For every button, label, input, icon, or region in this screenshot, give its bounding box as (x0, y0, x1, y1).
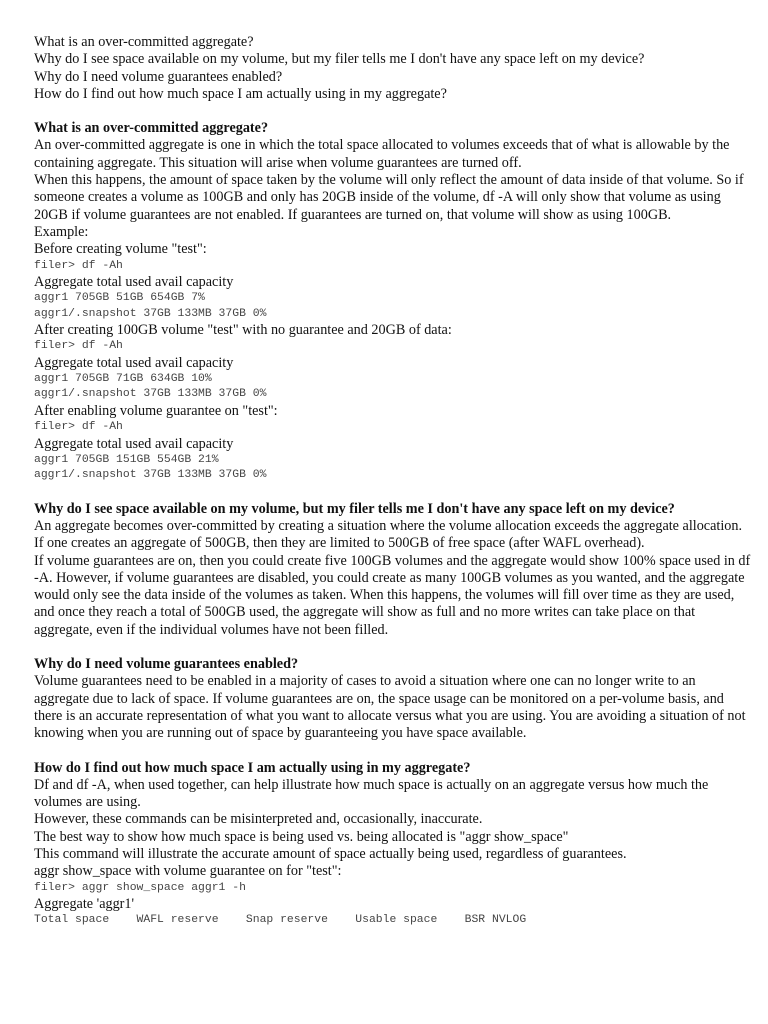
section-space-available (34, 501, 754, 639)
table-header-line: Aggregate total used avail capacity (34, 435, 234, 452)
intro-question-list (34, 34, 754, 103)
intro-question: What is an over-committed aggregate? (34, 34, 254, 50)
intro-question: Why do I see space available on my volume, but my filer tells me I don't have any space left on my device? (34, 51, 645, 68)
table-header-line: Aggregate total used avail capacity (34, 273, 234, 290)
command-line: filer> df -Ah (34, 421, 123, 434)
command-line: filer> df -Ah (34, 259, 123, 272)
step-label: Before creating volume "test": (34, 241, 207, 258)
aggregate-label: Aggregate 'aggr1' (34, 896, 135, 913)
document-page (34, 34, 754, 929)
intro-question: Why do I need volume guarantees enabled? (34, 68, 283, 85)
paragraph: This command will illustrate the accurate amount of space actually being used, regardless of guarantees. (34, 846, 627, 863)
example-label: Example: (34, 223, 89, 240)
section-heading: Why do I need volume guarantees enabled? (34, 656, 299, 673)
section-heading: Why do I see space available on my volume, but my filer tells me I don't have any space left on my device? (34, 500, 675, 517)
output-row: aggr1 705GB 71GB 634GB 10% (34, 373, 212, 386)
output-row: aggr1/.snapshot 37GB 133MB 37GB 0% (34, 388, 267, 401)
paragraph: An over-committed aggregate is one in which the total space allocated to volumes exceeds that of what is allowable by the containing aggregate. This situation will arise when volume guarantees are turned off. (34, 137, 730, 171)
paragraph: Df and df -A, when used together, can help illustrate how much space is actually on an aggregate versus how much the volumes are using. (34, 776, 709, 811)
paragraph: The best way to show how much space is being used vs. being allocated is "aggr show_space" (34, 828, 569, 845)
output-row: aggr1/.snapshot 37GB 133MB 37GB 0% (34, 307, 267, 320)
paragraph: When this happens, the amount of space taken by the volume will only reflect the amount of data inside of that volume. So if someone creates a volume as 100GB and only has 20GB inside of the volume, df -A will only show that volume as using 20GB if volume guarantees are not enabled. If guarantees are turned on, that volume will show as using 100GB. (34, 172, 744, 223)
table-header-line: Aggregate total used avail capacity (34, 354, 234, 371)
paragraph: Volume guarantees need to be enabled in a majority of cases to avoid a situation where one can no longer write to an aggregate due to lack of space. If volume guarantees are on, the space usage can be monitored on a per-volume basis, and there is an accurate representation of what you want to allocate versus what you are using. You are avoiding a situation of not knowing when you are running out of space by guaranteeing you have space available. (34, 673, 746, 742)
paragraph: If one creates an aggregate of 500GB, then they are limited to 500GB of free space (after WAFL overhead). (34, 535, 645, 552)
command-line: filer> df -Ah (34, 340, 123, 353)
output-row: aggr1 705GB 51GB 654GB 7% (34, 292, 205, 305)
step-label: After creating 100GB volume "test" with no guarantee and 20GB of data: (34, 322, 452, 339)
command-line: filer> aggr show_space aggr1 -h (34, 881, 246, 894)
paragraph: An aggregate becomes over-committed by creating a situation where the volume allocation exceeds the aggregate allocation. (34, 518, 743, 534)
section-over-committed (34, 120, 754, 484)
section-space-used (34, 760, 754, 929)
section-heading: What is an over-committed aggregate? (34, 120, 269, 137)
output-row: aggr1 705GB 151GB 554GB 21% (34, 453, 219, 466)
output-row: aggr1/.snapshot 37GB 133MB 37GB 0% (34, 469, 267, 482)
paragraph: aggr show_space with volume guarantee on for "test": (34, 863, 342, 880)
intro-question: How do I find out how much space I am actually using in my aggregate? (34, 85, 447, 102)
section-guarantees-needed (34, 656, 754, 742)
section-heading: How do I find out how much space I am actually using in my aggregate? (34, 759, 471, 776)
paragraph: However, these commands can be misinterpreted and, occasionally, inaccurate. (34, 811, 483, 828)
paragraph: If volume guarantees are on, then you could create five 100GB volumes and the aggregate would show 100% space used in df -A. However, if volume guarantees are disabled, you could create as many 100GB volumes as you wanted, and the aggregate would only see the data inside of the volumes as taken. When this happens, the volumes will fill over time as they are used, and once they reach a total of 500GB used, the aggregate will show as full and no more writes can take place on that aggregate, even if the individual volumes have not been filled. (34, 552, 751, 638)
step-label: After enabling volume guarantee on "test": (34, 402, 278, 419)
output-columns: Total space WAFL reserve Snap reserve Usable space BSR NVLOG (34, 914, 527, 927)
